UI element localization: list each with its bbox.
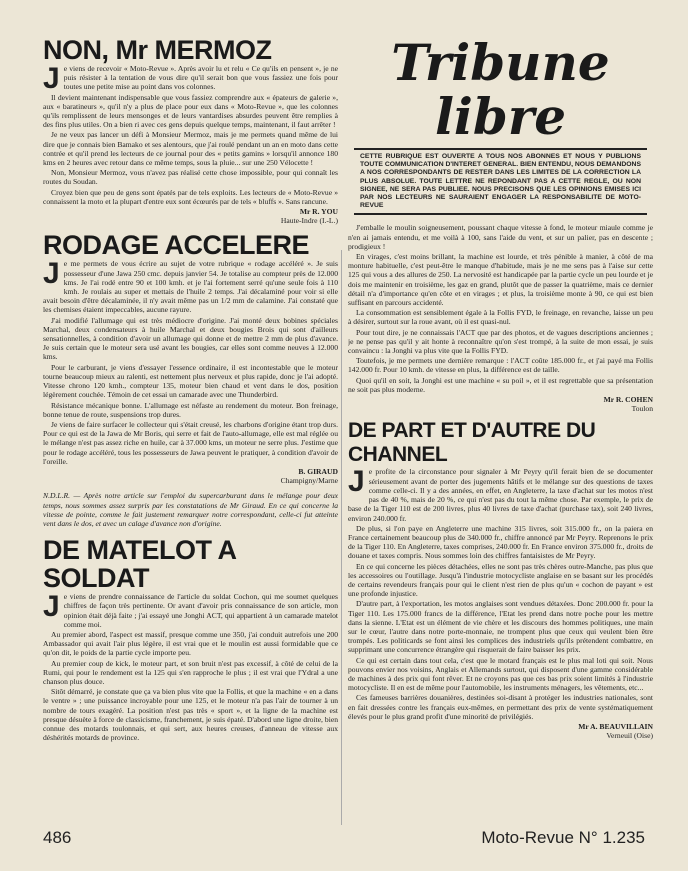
- article-paragraph: [43, 592, 338, 629]
- article-de-matelot-a-soldat: [43, 536, 338, 742]
- editor-note: N.D.L.R. — Après notre article sur l'emploi du supercarburant dans le mélange pour deux temps, nous sommes assez surpris par les constatations de Mr Giraud. En ce qui concerne la vitesse de pointe, comme le fait justement remarquer notre correspondant, celle-ci fut atteinte vent dans le dos, et avec un calage d'avance non d'origine.: [43, 491, 338, 528]
- article-paragraph: Je viens de faire surfacer le collecteur qui s'était creusé, les charbons d'origine étant trop durs. Pour ce qui est de la Jawa de Mr Boris, qui serre et fait de l'auto-allumage, elle est mal réglée ou le mélange n'est pas assez riche en huile, car à 37.000 kms, un moteur ne serre plus. J'estime que pour le rodage accéléré, tous les possesseurs de Jawa peuvent le pratiquer, à condition d'avoir de l'oreille.: [43, 419, 338, 466]
- article-headline: DE MATELOT A SOLDAT: [43, 535, 236, 594]
- page-number: 486: [43, 828, 72, 847]
- article-paragraph: Non, Monsieur Mermoz, vous n'avez pas réalisé cette chose impossible, pour qui connaît les routes du Soudan.: [43, 168, 338, 187]
- article-paragraph: [43, 62, 338, 95]
- article-paragraph: J'ai modifié l'allumage qui est très médiocre d'origine. J'ai monté deux bobines spéciales Marchal, deux condensateurs à huile Marchal et deux bougies Brois qui sont d'ailleurs sensationnelles, à condition d'avoir un allumage qui donne et de mettre 2 mm de plus d'avance. Je suis certain que le moteur sera usé avant les bougies, car elles sont comme neuves à 12.000 kms.: [43, 315, 338, 362]
- article-paragraph: Ces fameuses barrières douanières, destinées soi-disant à protéger les industries nationales, sont en fait dressées contre les français eux-mêmes, en permettant des prix de vente systématiquement élevés pour le plus grand profit d'une minorité de privilégiés.: [348, 693, 653, 721]
- signature-name: Mr R. COHEN: [603, 395, 653, 405]
- article-non-mr-mermoz: [43, 36, 338, 225]
- signature: [348, 395, 653, 413]
- article-paragraph: Pour le carburant, je viens d'essayer l'essence ordinaire, il est incontestable que le moteur tourne beaucoup mieux au ralenti, est nettement plus nerveux et plus rapide, donc je l'ai adopté. Vitesse chrono 120 kmh., compteur 135, moteur bien chaud et vent dans le dos, position légèrement couchée. Témoin de cet essai un camarade avec une Thunderbird.: [43, 362, 338, 400]
- drop-cap: J: [43, 62, 60, 95]
- article-headline: RODAGE ACCELERE: [43, 230, 310, 261]
- drop-cap: J: [43, 257, 60, 291]
- tribune-notice: CETTE RUBRIQUE EST OUVERTE A TOUS NOS ABONNES ET NOUS Y PUBLIONS TOUTE COMMUNICATION D'INTERET GENERAL. BIEN ENTENDU, NOUS DEMANDONS A NOS CORRESPONDANTS DE RESTER DANS LES LIMITES DE LA CORRECTION LA PLUS ABSOLUE. TOUTE LETTRE NE REPONDANT PAS A CETTE REGLE, OU NON SIGNEE, NE SERA PAS PUBLIEE. NOUS PRECISONS QUE LES OPINIONS EMISES ICI PAR NOS LECTEURS NE SAURAIENT ENGAGER LA RESPONSABILITE DE MOTO-REVUE: [354, 148, 647, 215]
- article-paragraph: [43, 259, 338, 314]
- signature-place: Verneuil (Oise): [606, 731, 653, 741]
- left-column: [43, 36, 338, 836]
- article-paragraph: Ce qui est certain dans tout cela, c'est que le motard français est le plus mal loti qui soit. Nous pouvons envier nos voisins, Anglais et Allemands surtout, qui disposent d'une gamme considérable de machines à des prix qui font rêver. Et ne croyons pas que ces bas prix soient limités à l'industrie motocycliste. Il en est de même pour l'automobile, les instruments ménagers, les vêtements, etc...: [348, 655, 653, 693]
- article-paragraph: Pour tout dire, je ne connaissais l'ACT que par des photos, et de vagues descriptions anciennes ; je ne pense pas qu'il y ait honte à reconnaître qu'on s'est trompé, à la suite de mon essai, je suis convaincu : la Jonghi va plus vite que la Follis FYD.: [348, 327, 653, 356]
- article-paragraph: La consommation est sensiblement égale à la Follis FYD, le freinage, en revanche, laisse un peu à désirer, surtout sur la roue avant, où il est quasi-nul.: [348, 308, 653, 327]
- article-paragraph: Toutefois, je me permets une dernière remarque : l'ACT coûte 185.000 fr., et j'ai payé ma Follis 142.000 fr. Pour 10 kmh. de vitesse en plus, la différence est de taille.: [348, 356, 653, 375]
- column-divider: [341, 250, 342, 825]
- article-paragraph: Il devient maintenant indispensable que vous fassiez comprendre aux « épateurs de galerie », aux « baratineurs », qu'il n'y a plus de place pour eux dans « Moto-Revue », que les colonnes qu'ils remplissent de leurs mensonges et de leurs vantardises absurdes peuvent être remplies à des fins plus utiles. On a bien ri avec ces gens depuis quelque temps, maintenant, il faut arrêter !: [43, 92, 338, 130]
- article-paragraph: Au premier coup de kick, le moteur part, et son bruit n'est pas excessif, à côté de celui de la Rumi, qui pour le rendement est la 125 qui s'en rapproche le plus ; il est vrai que l'Ydral a une chanson plus douce.: [43, 658, 338, 686]
- article-paragraph: Croyez bien que peu de gens sont épatés par de tels exploits. Les lecteurs de « Moto-Revue » connaissent la moto et la plupart d'entre eux sont écœurés par de tels « bluffs ». Sans rancune.: [43, 187, 338, 206]
- article-de-part-et-d-autre-du-channel: [348, 419, 653, 740]
- magazine-issue: Moto-Revue N° 1.235: [481, 828, 645, 847]
- signature-name: B. GIRAUD: [298, 466, 338, 476]
- signature-place: Champigny/Marne: [280, 476, 338, 486]
- signature-name: Mr R. YOU: [299, 207, 338, 217]
- signature: [43, 467, 338, 485]
- article-paragraph: Sitôt démarré, je constate que ça va bien plus vite que la Follis, et que la machine « en a dans le ventre » ; une puissance incroyable pour une 125, et le moteur n'a pas l'air de tourner à un nombre de tours exagéré. La position n'est pas très « sport », et la ligne de la machine est presque désuète à force de classicisme, franchement, je suis épaté. D'abord une ligne droite, bien connue des motards toulonnais, et qui sert, aux heures creuses, d'anneau de vitesse aux déshérités motards de province.: [43, 687, 338, 743]
- paragraph-text: e profite de la circonstance pour signaler à Mr Peyry qu'il ferait bien de se documenter sérieusement avant de porter des jugements hâtifs et le mélange sur des questions de taxes comme celle-ci. Il y a des années, en effet, en Angleterre, la taxe d'achat sur les motos n'est pas de 40 %, mais de 20 %, ce qui n'est pas du tout la même chose. Par exemple, le prix de base de la Tiger 110 est de 200 livres, plus 40 livres de taxe d'achat (purchase tax), soit 240 livres, environ 240.000 fr.: [348, 467, 653, 523]
- article-paragraph: En virages, c'est moins brillant, la machine est lourde, et très pénible à manier, à côté de ma monture habituelle, c'est peut-être le manque d'habitude, mais je ne me sens pas à l'aise sur cette 125 qui vous a des allures de 250. La nervosité est handicapée par la partie cycle un peu lourde et je dois me maintenir en troisième, les gaz en grand, plutôt que de passer la quatrième, mais ce dernier détail n'a d'importance qu'en côte et en virages ; et plus, la troisième monte à 90, ce qui est bien suffisant en parcours accidenté.: [348, 252, 653, 308]
- paragraph-text: e viens de recevoir « Moto-Revue ». Après avoir lu et relu « Ce qu'ils en pensent », je ne puis résister à la tentation de vous dire qu'il serait bon que vous fassiez une fois pour toutes une petite mise au point dans vos colonnes.: [63, 64, 338, 92]
- signature: [43, 207, 338, 225]
- signature-name: Mr A. BEAUVILLAIN: [578, 721, 653, 731]
- article-paragraph: D'autre part, à l'exportation, les motos anglaises sont vendues détaxées. Donc 200.000 fr. pour la Tiger 110. Les 175.000 francs de la différence, l'Etat les prend dans notre poche pour les mettre dans la sienne. L'Etat est un élément de vie chère et les discours des hommes politiques, une main sur le cœur, l'autre dans notre porte-monnaie, ne trompent plus que ceux qui veulent bien être trompés. Les politicards se font ainsi les complices des industriels qu'ils prétendent combattre, en supprimant une concurrence étrangère qui risquerait de faire baisser les prix.: [348, 599, 653, 655]
- article-paragraph: Résistance mécanique bonne. L'allumage est néfaste au rendement du moteur. Bon freinage, bonne tenue de route, suspensions trop dures.: [43, 400, 338, 419]
- article-paragraph: En ce qui concerne les pièces détachées, elles ne sont pas très chères outre-Manche, pas plus que les accessoires ou l'outillage. Jusqu'à l'industrie motocycliste anglaise en se basant sur les procédés de certains revendeurs français pour qui le client n'est rien de plus qu'un « cochon de payant » est une profonde injustice.: [348, 561, 653, 599]
- drop-cap: J: [348, 465, 365, 499]
- article-paragraph: Je ne veux pas lancer un défi à Monsieur Mermoz, mais je me permets quand même de lui dire que je connais bien Bamako et ses alentours, que j'ai roulé pendant un an en moto dans cette contrée et qu'il prend les lecteurs de ce journal pour des « petits gamins » lorsqu'il annonce 180 kms en 2 heures avec retour dans ce même temps, sous la pluie... sur une 250 Vélocette !: [43, 130, 338, 168]
- article-paragraph: Quoi qu'il en soit, la Jonghi est une machine « su poil », et il est regrettable que sa présentation ne soit pas plus moderne.: [348, 375, 653, 394]
- article-paragraph: [348, 467, 653, 522]
- signature-place: Toulon: [631, 404, 653, 414]
- article-de-matelot-a-soldat-continued: [348, 223, 653, 413]
- article-paragraph: J'emballe le moulin soigneusement, poussant chaque vitesse à fond, le moteur miaule comme je n'en ai jamais entendu, et me voilà à 100, sans l'aide du vent, et sur un palier, pas en descente ; prodigieux !: [348, 223, 653, 251]
- signature: [348, 722, 653, 740]
- drop-cap: J: [43, 590, 60, 624]
- signature-place: Haute-Indre (I.-L.): [280, 216, 338, 226]
- article-headline: DE PART ET D'AUTRE DU CHANNEL: [348, 419, 596, 467]
- article-paragraph: De plus, si l'on paye en Angleterre une machine 315 livres, soit 315.000 fr., on la paiera en France certainement beaucoup plus de 340.000 fr., chiffre annoncé par Mr Peyry. Reprenons le prix de la Tiger 110. En Angleterre, taxes comprises, 240.000 fr. En France environ 375.000 fr., droits de douane et taxes compris. Nous sommes loin des chiffres fantaisistes de Mr Peyry.: [348, 523, 653, 561]
- paragraph-text: e viens de prendre connaissance de l'article du soldat Cochon, qui me soumet quelques chiffres de façon très pertinente. Or avant d'avoir pris connaissance de son article, mon opinion était déjà faite ; j'ai essayé une Jonghi ACT, qui appartient à un camarade matelot comme moi.: [63, 592, 338, 629]
- page-footer: [43, 828, 645, 850]
- article-paragraph: Au premier abord, l'aspect est massif, presque comme une 350, j'ai conduit autrefois une 200 Ambassador qui avait l'air plus légère, il est vrai que et le moulin est aussi formidable que ce qu'on dit, le poids de la partie cycle importe peu.: [43, 629, 338, 658]
- article-rodage-accelere: [43, 231, 338, 528]
- tribune-title: Tribune libre: [391, 36, 610, 146]
- tribune-header: [348, 36, 653, 215]
- article-headline: NON, Mr MERMOZ: [43, 36, 272, 65]
- paragraph-text: e me permets de vous écrire au sujet de votre rubrique « rodage accéléré ». Je suis possesseur d'une Jawa 250 cmc. depuis janvier 54. Je totalise au compteur près de 12.000 kms. Je l'ai rodé entre 90 et 100 kmh. et je l'ai fortement serré qu'une seule fois à 110 kmh. Je roulais au super et mettais de l'huile 2 temps. J'ai décalaminé pour voir si elle avait besoin d'être décalaminée, il n'y avait même pas un 1/2 mm de calamine. J'ai constaté que les chemises étaient impeccables, aucune rayure.: [43, 259, 338, 315]
- right-column: [348, 36, 653, 836]
